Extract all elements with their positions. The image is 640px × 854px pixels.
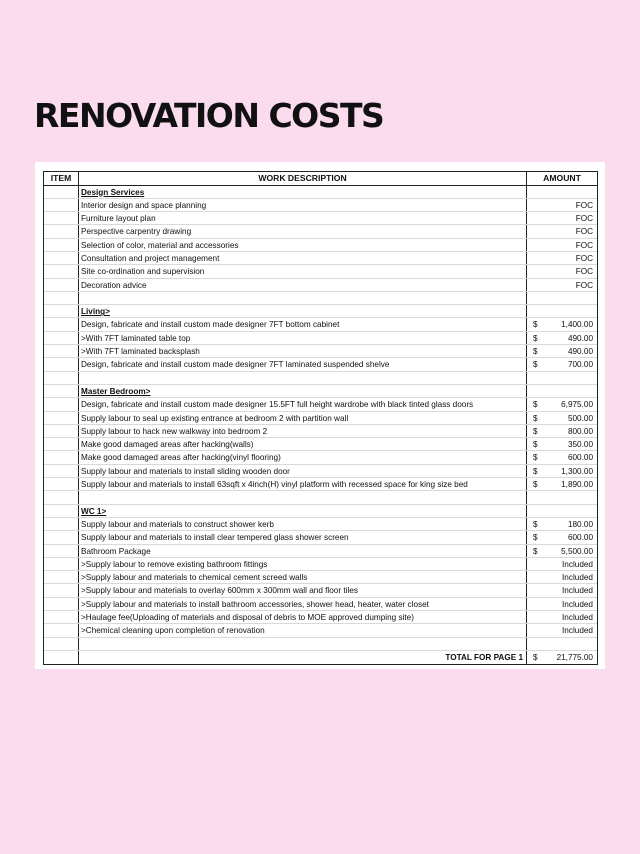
item-cell bbox=[44, 531, 79, 543]
description-cell: >With 7FT laminated table top bbox=[79, 332, 527, 344]
item-cell bbox=[44, 252, 79, 264]
description-cell: Consultation and project management bbox=[79, 252, 527, 264]
amount-value: Included bbox=[562, 599, 593, 609]
amount-cell bbox=[527, 438, 597, 450]
amount-value: Included bbox=[562, 626, 593, 636]
amount-cell bbox=[527, 518, 597, 530]
amount-value: Included bbox=[562, 613, 593, 622]
description-cell: Make good damaged areas after hacking(walls) bbox=[79, 438, 527, 450]
item-cell bbox=[44, 651, 79, 664]
currency-symbol: $ bbox=[533, 360, 538, 370]
blank-row bbox=[44, 292, 597, 305]
item-cell bbox=[44, 292, 79, 304]
amount-value: FOC bbox=[575, 267, 593, 277]
item-cell bbox=[44, 412, 79, 424]
amount-cell bbox=[527, 611, 597, 623]
item-cell bbox=[44, 465, 79, 477]
currency-symbol: $ bbox=[533, 400, 538, 410]
item-cell bbox=[44, 199, 79, 211]
description-cell bbox=[79, 292, 527, 304]
currency-symbol: $ bbox=[533, 466, 538, 476]
item-cell bbox=[44, 265, 79, 277]
item-cell bbox=[44, 491, 79, 503]
currency-symbol: $ bbox=[533, 453, 538, 463]
table-row bbox=[44, 558, 597, 571]
amount-cell bbox=[527, 252, 597, 264]
amount-cell bbox=[527, 372, 597, 384]
item-cell bbox=[44, 372, 79, 384]
blank-row bbox=[44, 491, 597, 504]
description-cell: >Haulage fee(Uploading of materials and disposal of debris to MOE approved dumping site) bbox=[79, 611, 527, 623]
table-row bbox=[44, 531, 597, 544]
amount-cell bbox=[527, 478, 597, 490]
amount-cell bbox=[527, 292, 597, 304]
cost-table bbox=[43, 171, 598, 665]
amount-value: 350.00 bbox=[567, 440, 593, 450]
amount-value: 180.00 bbox=[567, 519, 593, 529]
amount-cell bbox=[527, 305, 597, 317]
table-row bbox=[44, 412, 597, 425]
amount-cell bbox=[527, 638, 597, 650]
amount-cell bbox=[527, 545, 597, 557]
header-work-description: WORK DESCRIPTION bbox=[79, 172, 527, 185]
amount-cell bbox=[527, 531, 597, 543]
description-cell: Supply labour to hack new walkway into bedroom 2 bbox=[79, 425, 527, 437]
item-cell bbox=[44, 186, 79, 198]
description-cell: Selection of color, material and accessories bbox=[79, 239, 527, 251]
amount-cell bbox=[527, 425, 597, 437]
item-cell bbox=[44, 545, 79, 557]
table-row bbox=[44, 611, 597, 624]
description-cell: Design Services bbox=[79, 186, 527, 198]
amount-cell bbox=[527, 505, 597, 517]
table-row bbox=[44, 451, 597, 464]
total-row bbox=[44, 651, 597, 664]
description-cell bbox=[79, 638, 527, 650]
amount-cell bbox=[527, 225, 597, 237]
quotation-sheet bbox=[35, 162, 605, 669]
table-row bbox=[44, 598, 597, 611]
blank-row bbox=[44, 372, 597, 385]
section-row bbox=[44, 505, 597, 518]
table-row bbox=[44, 478, 597, 491]
currency-symbol: $ bbox=[533, 533, 538, 543]
amount-cell bbox=[527, 624, 597, 636]
description-cell: >Supply labour to remove existing bathroom fittings bbox=[79, 558, 527, 570]
amount-cell bbox=[527, 398, 597, 410]
item-cell bbox=[44, 212, 79, 224]
amount-cell bbox=[527, 491, 597, 503]
description-cell: Supply labour to seal up existing entrance at bedroom 2 with partition wall bbox=[79, 412, 527, 424]
amount-value: 5,500.00 bbox=[561, 546, 593, 556]
description-cell bbox=[79, 372, 527, 384]
table-row bbox=[44, 265, 597, 278]
description-cell: Make good damaged areas after hacking(vinyl flooring) bbox=[79, 451, 527, 463]
amount-value: Included bbox=[562, 586, 593, 596]
item-cell bbox=[44, 345, 79, 357]
item-cell bbox=[44, 305, 79, 317]
header-item: ITEM bbox=[44, 172, 79, 185]
description-cell: WC 1> bbox=[79, 505, 527, 517]
table-row bbox=[44, 465, 597, 478]
item-cell bbox=[44, 518, 79, 530]
table-row bbox=[44, 624, 597, 637]
amount-value: FOC bbox=[575, 227, 593, 237]
amount-cell bbox=[527, 358, 597, 370]
currency-symbol: $ bbox=[533, 426, 538, 436]
description-cell: Supply labour and materials to install sliding wooden door bbox=[79, 465, 527, 477]
amount-value: Included bbox=[562, 573, 593, 583]
currency-symbol: $ bbox=[533, 546, 538, 556]
amount-cell bbox=[527, 571, 597, 583]
description-cell: >Chemical cleaning upon completion of renovation bbox=[79, 624, 527, 636]
blank-row bbox=[44, 638, 597, 651]
amount-value: FOC bbox=[575, 200, 593, 210]
table-row bbox=[44, 199, 597, 212]
amount-cell bbox=[527, 332, 597, 344]
table-header-row bbox=[44, 172, 597, 186]
amount-cell bbox=[527, 345, 597, 357]
table-row bbox=[44, 518, 597, 531]
table-row bbox=[44, 239, 597, 252]
item-cell bbox=[44, 598, 79, 610]
amount-value: 6,975.00 bbox=[561, 400, 593, 410]
table-row bbox=[44, 212, 597, 225]
amount-cell bbox=[527, 598, 597, 610]
table-row bbox=[44, 571, 597, 584]
table-row bbox=[44, 398, 597, 411]
amount-cell bbox=[527, 265, 597, 277]
description-cell: Design, fabricate and install custom made designer 7FT bottom cabinet bbox=[79, 318, 527, 330]
amount-value: FOC bbox=[575, 214, 593, 224]
amount-cell bbox=[527, 558, 597, 570]
table-row bbox=[44, 438, 597, 451]
amount-value: FOC bbox=[575, 253, 593, 263]
description-cell: Furniture layout plan bbox=[79, 212, 527, 224]
description-cell: Perspective carpentry drawing bbox=[79, 225, 527, 237]
amount-cell bbox=[527, 239, 597, 251]
item-cell bbox=[44, 358, 79, 370]
item-cell bbox=[44, 279, 79, 291]
description-cell: Bathroom Package bbox=[79, 545, 527, 557]
item-cell bbox=[44, 611, 79, 623]
description-cell: >With 7FT laminated backsplash bbox=[79, 345, 527, 357]
section-row bbox=[44, 305, 597, 318]
amount-value: FOC bbox=[575, 240, 593, 250]
item-cell bbox=[44, 638, 79, 650]
table-row bbox=[44, 332, 597, 345]
table-row bbox=[44, 252, 597, 265]
amount-value: 1,400.00 bbox=[561, 320, 593, 330]
amount-value: 800.00 bbox=[567, 426, 593, 436]
item-cell bbox=[44, 505, 79, 517]
amount-cell bbox=[527, 279, 597, 291]
description-cell: Supply labour and materials to install 63sqft x 4inch(H) vinyl platform with recessed space for king size bed bbox=[79, 478, 527, 490]
item-cell bbox=[44, 332, 79, 344]
item-cell bbox=[44, 385, 79, 397]
item-cell bbox=[44, 398, 79, 410]
currency-symbol: $ bbox=[533, 413, 538, 423]
total-amount-cell bbox=[527, 651, 597, 664]
amount-value: 490.00 bbox=[567, 333, 593, 343]
header-amount: AMOUNT bbox=[543, 173, 581, 183]
amount-value: 600.00 bbox=[567, 533, 593, 543]
currency-symbol: $ bbox=[533, 440, 538, 450]
total-label: TOTAL FOR PAGE 1 bbox=[79, 651, 527, 664]
page-title: RENOVATION COSTS bbox=[34, 96, 384, 135]
item-cell bbox=[44, 558, 79, 570]
amount-cell bbox=[527, 584, 597, 596]
total-amount: 21,775.00 bbox=[556, 652, 593, 662]
amount-cell bbox=[527, 186, 597, 198]
description-cell bbox=[79, 491, 527, 503]
table-row bbox=[44, 318, 597, 331]
description-cell: Supply labour and materials to construct shower kerb bbox=[79, 518, 527, 530]
amount-value: 490.00 bbox=[567, 347, 593, 357]
currency-symbol: $ bbox=[533, 519, 538, 529]
table-row bbox=[44, 584, 597, 597]
amount-value: 1,890.00 bbox=[561, 480, 593, 490]
section-row bbox=[44, 186, 597, 199]
amount-value: FOC bbox=[575, 280, 593, 290]
description-cell: >Supply labour and materials to overlay 600mm x 300mm wall and floor tiles bbox=[79, 584, 527, 596]
table-row bbox=[44, 545, 597, 558]
item-cell bbox=[44, 571, 79, 583]
amount-cell bbox=[527, 412, 597, 424]
amount-value: 1,300.00 bbox=[561, 466, 593, 476]
table-row bbox=[44, 358, 597, 371]
table-row bbox=[44, 225, 597, 238]
description-cell: Interior design and space planning bbox=[79, 199, 527, 211]
amount-value: 500.00 bbox=[567, 413, 593, 423]
amount-value: 700.00 bbox=[567, 360, 593, 370]
item-cell bbox=[44, 438, 79, 450]
currency-symbol: $ bbox=[533, 347, 538, 357]
amount-cell bbox=[527, 199, 597, 211]
amount-cell bbox=[527, 212, 597, 224]
description-cell: >Supply labour and materials to chemical cement screed walls bbox=[79, 571, 527, 583]
amount-value: Included bbox=[562, 559, 593, 569]
currency-symbol: $ bbox=[533, 652, 538, 662]
amount-value: 600.00 bbox=[567, 453, 593, 463]
item-cell bbox=[44, 584, 79, 596]
description-cell: >Supply labour and materials to install bathroom accessories, shower head, heater, water closet bbox=[79, 598, 527, 610]
item-cell bbox=[44, 425, 79, 437]
item-cell bbox=[44, 225, 79, 237]
description-cell: Site co-ordination and supervision bbox=[79, 265, 527, 277]
amount-cell bbox=[527, 318, 597, 330]
table-row bbox=[44, 425, 597, 438]
amount-cell bbox=[527, 451, 597, 463]
amount-cell bbox=[527, 385, 597, 397]
description-cell: Design, fabricate and install custom made designer 15.5FT full height wardrobe with black tinted glass doors bbox=[79, 398, 527, 410]
item-cell bbox=[44, 318, 79, 330]
description-cell: Living> bbox=[79, 305, 527, 317]
amount-cell bbox=[527, 465, 597, 477]
section-row bbox=[44, 385, 597, 398]
item-cell bbox=[44, 451, 79, 463]
currency-symbol: $ bbox=[533, 333, 538, 343]
item-cell bbox=[44, 239, 79, 251]
table-row bbox=[44, 279, 597, 292]
currency-symbol: $ bbox=[533, 320, 538, 330]
description-cell: Supply labour and materials to install clear tempered glass shower screen bbox=[79, 531, 527, 543]
description-cell: Decoration advice bbox=[79, 279, 527, 291]
item-cell bbox=[44, 624, 79, 636]
description-cell: Design, fabricate and install custom made designer 7FT laminated suspended shelve bbox=[79, 358, 527, 370]
table-row bbox=[44, 345, 597, 358]
currency-symbol: $ bbox=[533, 480, 538, 490]
description-cell: Master Bedroom> bbox=[79, 385, 527, 397]
item-cell bbox=[44, 478, 79, 490]
